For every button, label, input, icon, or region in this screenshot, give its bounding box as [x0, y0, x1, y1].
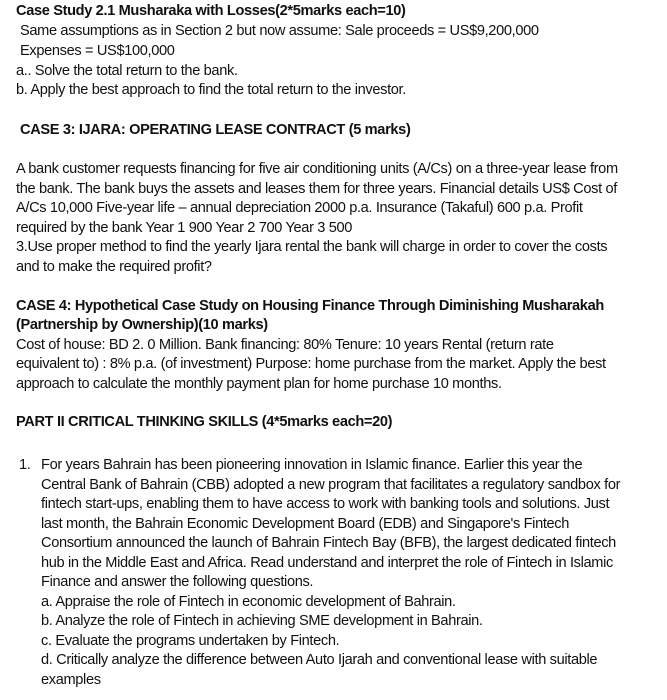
case3-paragraph-line: A bank customer requests financing for five air conditioning units (A/Cs) on a three-year lease from — [16, 161, 618, 177]
case3-paragraph-line: 3.Use proper method to find the yearly Ijara rental the bank will charge in order to cover the costs — [16, 239, 608, 255]
case3-paragraph-line: and to make the required profit? — [16, 259, 212, 275]
part2-question-a: a. Appraise the role of Fintech in economic development of Bahrain. — [41, 594, 456, 610]
part2-question-c: c. Evaluate the programs undertaken by Fintech. — [41, 633, 340, 649]
case2-assumption-line: Same assumptions as in Section 2 but now assume: Sale proceeds = US$9,200,000 — [20, 23, 539, 39]
case4-paragraph-line: equivalent to) : 8% p.a. (of investment) Purpose: home purchase from the market. Apply the best — [16, 356, 606, 372]
case2-title: Case Study 2.1 Musharaka with Losses(2*5marks each=10) — [16, 3, 406, 19]
part2-item-line: hub in the Middle East and Africa. Read understand and interpret the role of Fintech in Islamic — [41, 555, 613, 571]
case3-paragraph-line: A/Cs 10,000 Five-year life – annual depreciation 2000 p.a. Insurance (Takaful) 600 p.a. Profit — [16, 200, 583, 216]
case2-question-b: b. Apply the best approach to find the total return to the investor. — [16, 82, 406, 98]
part2-item-line: Consortium announced the launch of Bahrain Fintech Bay (BFB), the largest dedicated fintech — [41, 535, 616, 551]
case3-paragraph-line: required by the bank Year 1 900 Year 2 700 Year 3 500 — [16, 220, 353, 236]
part2-item-number: 1. — [19, 457, 31, 473]
case4-title: CASE 4: Hypothetical Case Study on Housing Finance Through Diminishing Musharakah — [16, 298, 604, 314]
part2-item-line: Central Bank of Bahrain (CBB) adopted a new program that facilitates a regulatory sandbox for — [41, 477, 621, 493]
part2-question-d-continued: examples — [41, 672, 101, 688]
part2-question-d: d. Critically analyze the difference between Auto Ijarah and conventional lease with suitable — [41, 652, 598, 668]
case2-assumption-line: Expenses = US$100,000 — [20, 43, 175, 59]
part2-item-line: For years Bahrain has been pioneering innovation in Islamic finance. Earlier this year the — [41, 457, 583, 473]
case3-paragraph-line: the bank. The bank buys the assets and leases them for three years. Financial details US$ Cost of — [16, 181, 617, 197]
part2-item-line: fintech start-ups, enabling them to have access to work with banking tools and solutions. Just — [41, 496, 610, 512]
case3-title: CASE 3: IJARA: OPERATING LEASE CONTRACT (5 marks) — [20, 122, 411, 138]
part2-item-line: Finance and answer the following questions. — [41, 574, 314, 590]
case4-paragraph-line: Cost of house: BD 2. 0 Million. Bank financing: 80% Tenure: 10 years Rental (return rate — [16, 337, 554, 353]
part2-item-line: last month, the Bahrain Economic Development Board (EDB) and Singapore's Fintech — [41, 516, 570, 532]
part2-question-b: b. Analyze the role of Fintech in achieving SME development in Bahrain. — [41, 613, 483, 629]
case2-question-a: a.. Solve the total return to the bank. — [16, 63, 238, 79]
case4-title-continued: (Partnership by Ownership)(10 marks) — [16, 317, 268, 333]
part2-title: PART II CRITICAL THINKING SKILLS (4*5marks each=20) — [16, 414, 393, 430]
case4-paragraph-line: approach to calculate the monthly payment plan for home purchase 10 months. — [16, 376, 502, 392]
